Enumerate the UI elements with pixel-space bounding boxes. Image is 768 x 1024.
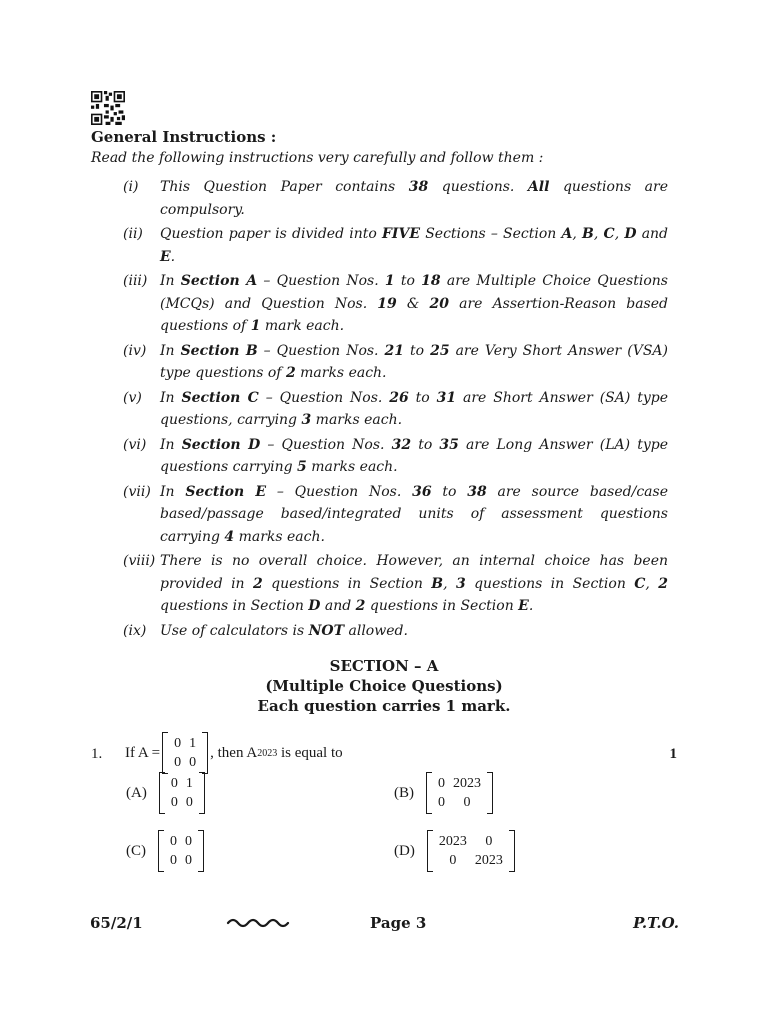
matrix-cell: 1 — [189, 736, 197, 751]
instruction-text: In Section B – Question Nos. 21 to 25 are Very Short Answer (VSA) type questions of 2 marks each. — [160, 342, 668, 381]
instruction-number: (viii) — [123, 553, 156, 569]
matrix-cell: 0 — [170, 834, 177, 849]
option-label: (B) — [394, 784, 414, 801]
instruction-text: In Section C – Question Nos. 26 to 31 are Short Answer (SA) type questions, carrying 3 marks each. — [160, 389, 669, 428]
matrix-a — [162, 732, 208, 774]
option-matrix — [427, 830, 515, 872]
stem-end: is equal to — [280, 744, 343, 761]
matrix-cell: 0 — [185, 853, 192, 868]
matrix-cell: 0 — [174, 755, 182, 770]
instruction-item — [123, 270, 668, 338]
instruction-item — [123, 550, 668, 618]
paper-code: 65/2/1 — [90, 914, 143, 932]
matrix-cell: 2023 — [474, 853, 503, 868]
page-number: Page 3 — [370, 914, 427, 932]
wave-ornament-icon — [226, 916, 292, 930]
option-label: (C) — [126, 842, 146, 859]
matrix-cell: 1 — [185, 776, 193, 791]
instruction-text: This Question Paper contains 38 questions. All questions are compulsory. — [160, 179, 668, 218]
pto-label: P.T.O. — [633, 914, 679, 932]
instruction-number: (ii) — [123, 226, 143, 242]
matrix-cell: 0 — [170, 795, 178, 810]
instruction-number: (vii) — [123, 483, 151, 500]
matrix-cell: 0 — [449, 853, 457, 868]
matrix-cell: 2023 — [453, 776, 481, 791]
matrix-cell: 0 — [463, 795, 471, 810]
page-footer — [0, 914, 768, 936]
question-1 — [91, 732, 681, 872]
instruction-text: There is no overall choice. However, an internal choice has been provided in 2 questions in Section B, 3 questions in Section C, 2 questions in Section D and 2 questions in Section E. — [160, 553, 668, 614]
question-marks: 1 — [669, 746, 677, 762]
matrix-cell: 0 — [170, 853, 177, 868]
instruction-item — [123, 387, 668, 432]
instruction-text: In Section A – Question Nos. 1 to 18 are Multiple Choice Questions (MCQs) and Question Nos. 19 & 20 are Assertion-Reason based questions of 1 mark each. — [160, 273, 668, 334]
question-number: 1. — [91, 746, 103, 762]
matrix-cell: 0 — [185, 834, 192, 849]
instruction-number: (vi) — [123, 436, 147, 453]
instruction-item — [123, 340, 668, 385]
section-header — [0, 656, 768, 716]
option-matrix — [158, 830, 204, 872]
option-a[interactable] — [126, 772, 207, 814]
instruction-number: (iv) — [123, 342, 147, 359]
matrix-cell: 0 — [170, 776, 178, 791]
instruction-number: (i) — [123, 179, 139, 195]
stem-exponent: 2023 — [257, 747, 278, 759]
instruction-item — [123, 620, 668, 643]
option-label: (D) — [394, 842, 415, 859]
matrix-cell: 0 — [438, 776, 445, 791]
instruction-text: In Section D – Question Nos. 32 to 35 are Long Answer (LA) type questions carrying 5 marks each. — [160, 436, 668, 475]
instruction-item — [123, 434, 668, 479]
instruction-text: In Section E – Question Nos. 36 to 38 are source based/case based/passage based/integrated units of assessment questions carrying 4 marks each. — [160, 483, 668, 545]
instruction-item — [123, 481, 668, 549]
section-subtitle: (Multiple Choice Questions) — [265, 677, 503, 695]
instruction-item — [123, 176, 668, 221]
matrix-cell: 0 — [485, 834, 493, 849]
matrix-cell: 0 — [185, 795, 193, 810]
matrix-cell: 0 — [189, 755, 197, 770]
matrix-cell: 0 — [174, 736, 182, 751]
option-c[interactable] — [126, 830, 206, 872]
option-matrix — [426, 772, 493, 814]
stem-prefix: If A = — [125, 744, 161, 761]
instruction-text: Question paper is divided into FIVE Sections – Section A, B, C, D and E. — [160, 226, 669, 265]
instruction-number: (iii) — [123, 273, 148, 289]
instruction-number: (ix) — [123, 622, 147, 639]
option-matrix — [159, 772, 205, 814]
general-instructions-heading: General Instructions : — [91, 128, 277, 146]
instructions-list — [123, 176, 668, 644]
matrix-cell: 2023 — [438, 834, 467, 849]
instructions-intro: Read the following instructions very carefully and follow them : — [91, 150, 544, 166]
option-b[interactable] — [394, 772, 495, 814]
section-note: Each question carries 1 mark. — [257, 697, 511, 715]
section-title: SECTION – A — [329, 657, 439, 675]
stem-suffix: , then A — [210, 744, 258, 761]
qr-code-icon — [91, 91, 125, 125]
instruction-item — [123, 223, 668, 268]
question-stem — [125, 732, 343, 774]
option-label: (A) — [126, 784, 147, 801]
instruction-number: (v) — [123, 389, 142, 406]
option-d[interactable] — [394, 830, 517, 872]
matrix-cell: 0 — [438, 795, 445, 810]
instruction-text: Use of calculators is NOT allowed. — [160, 622, 408, 639]
